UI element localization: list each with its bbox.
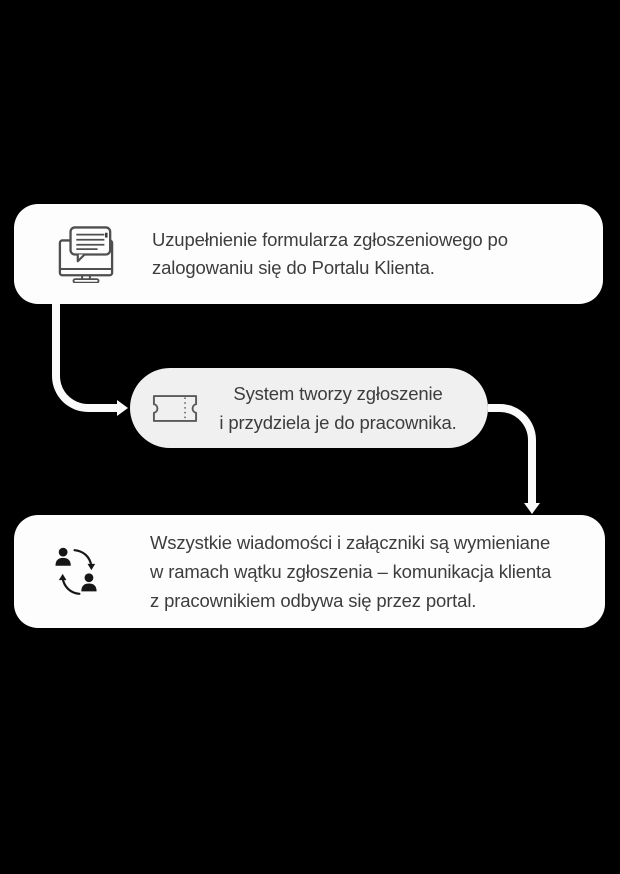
step-card-2 (130, 368, 488, 448)
step-3-line-3: z pracownikiem odbywa się przez portal. (150, 590, 477, 611)
step-3-text (150, 528, 551, 615)
step-1-line-1: Uzupełnienie formularza zgłoszeniowego po (152, 229, 508, 250)
people-exchange-icon (55, 547, 99, 597)
step-card-1 (14, 204, 603, 304)
connector-arrowhead-right-icon (117, 400, 128, 416)
step-3-line-2: w ramach wątku zgłoszenia – komunikacja klienta (150, 561, 552, 582)
connector-arrowhead-down-icon (524, 503, 540, 514)
step-1-line-2: zalogowaniu się do Portalu Klienta. (152, 257, 435, 278)
step-2-text (198, 379, 488, 437)
step-1-text (152, 226, 508, 282)
connector-step1-to-step2 (52, 298, 120, 412)
step-card-3 (14, 515, 605, 628)
monitor-message-icon (57, 225, 115, 283)
step-2-line-2: i przydziela je do pracownika. (219, 412, 457, 433)
connector-step2-to-step3 (488, 404, 536, 508)
step-2-line-1: System tworzy zgłoszenie (233, 383, 443, 404)
step-3-line-1: Wszystkie wiadomości i załączniki są wymieniane (150, 532, 551, 553)
ticket-icon (152, 394, 198, 423)
